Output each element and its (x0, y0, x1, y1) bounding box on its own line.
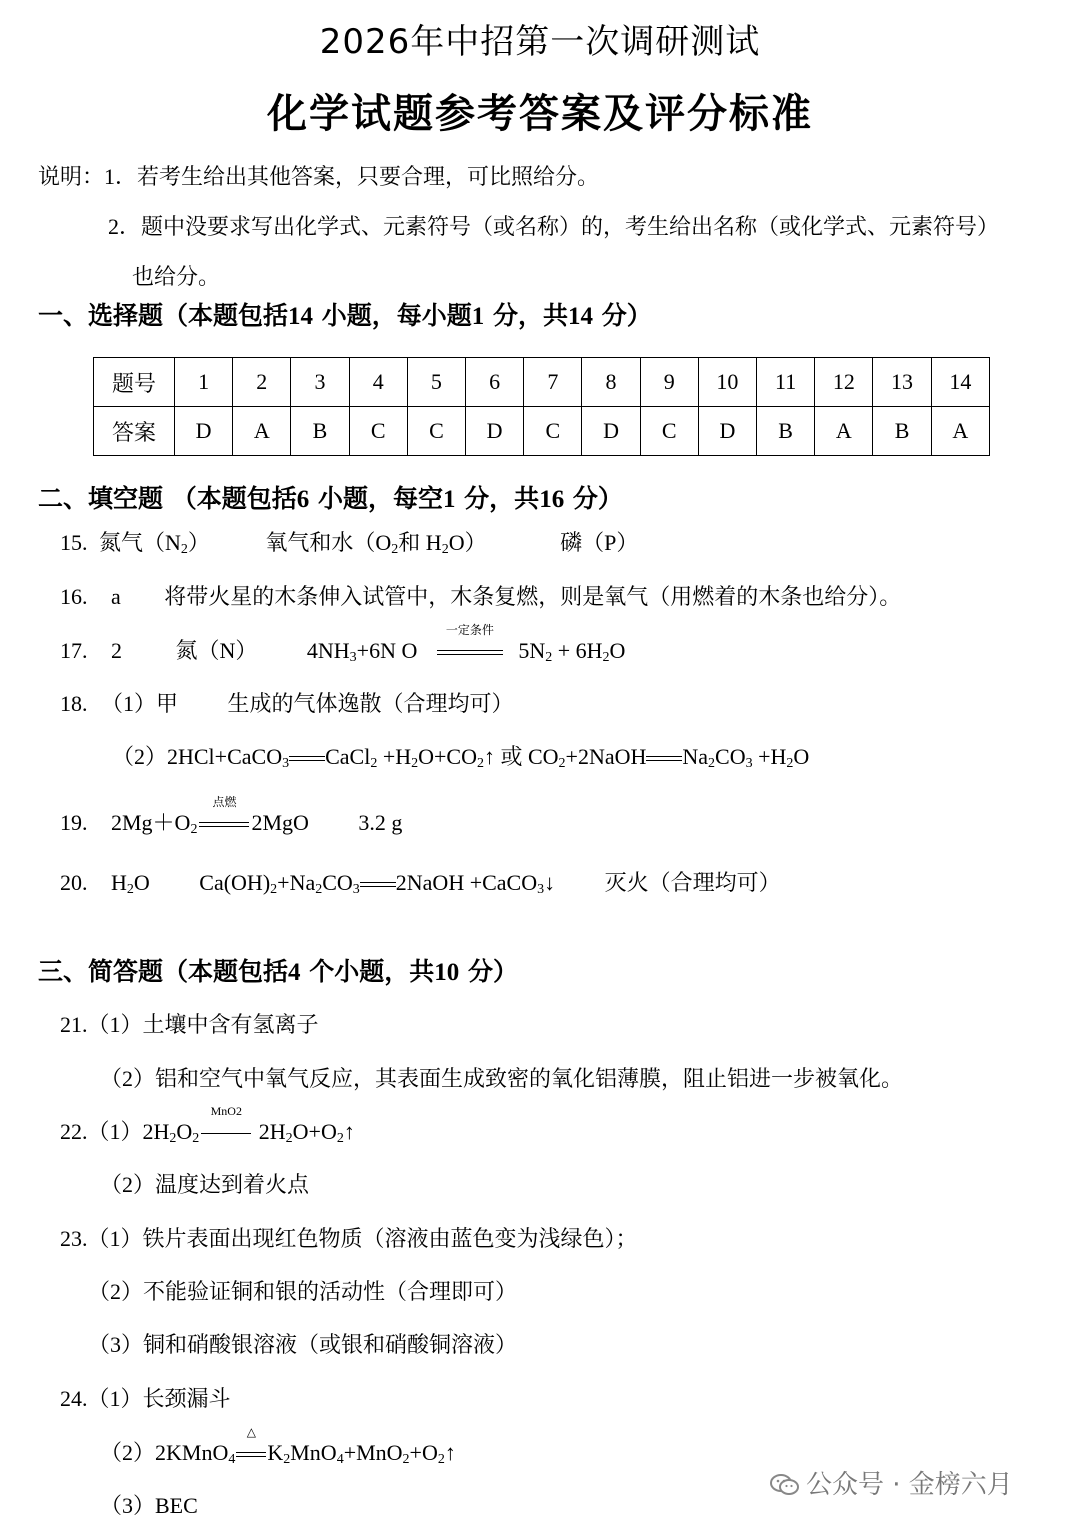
section-3-title: 三、简答题（本题包括4 个小题，共10 分） (38, 957, 518, 986)
wechat-icon (770, 1473, 800, 1497)
answer-23-2: （2）不能验证铜和银的活动性（合理即可） (88, 1279, 518, 1304)
section-1-title: 一、选择题（本题包括14 小题，每小题1 分，共14 分） (38, 301, 652, 330)
answer-18-2: （2）2HCl+CaCO$_3$ CaCl$_2$ $+H_2O+CO_2↑$ 或 $CO_2+2NaOH$ $Na_2CO_3 +H_2O$ (112, 744, 810, 771)
table-cell: 12 (815, 358, 873, 407)
page-subtitle: 化学试题参考答案及评分标准 (267, 91, 813, 137)
answer-24-1: 24.（1）长颈漏斗 (60, 1386, 231, 1411)
table-row-numbers (94, 358, 990, 407)
answer-22-1: $22.(1)2H_2O_2$ MnO2 $2H_2O+O_2↑$ (60, 1104, 355, 1146)
table-cell: A (931, 407, 989, 456)
answer-21-2: （2）铝和空气中氧气反应，其表面生成致密的氧化铝薄膜，阻止铝进一步被氧化。 (100, 1066, 904, 1091)
table-cell: C (407, 407, 465, 456)
table-row-answers (94, 407, 990, 456)
table-cell: B (757, 407, 815, 456)
table-cell: B (291, 407, 349, 456)
table-cell: C (640, 407, 698, 456)
table-cell: 4 (349, 358, 407, 407)
answer-18-1: 18. （1）甲 生成的气体逸散（合理均可） (60, 691, 514, 716)
answer-15: 15. 氮气$(N_2)$ 氧气和水（$O_2$和 $H_2O$） 磷（P） (60, 530, 639, 557)
answer-21-1: 21.（1）土壤中含有氢离子 (60, 1012, 319, 1037)
answer-24-2: （2）2KMnO$_4$ △ $K_2MnO_4+MnO_2+O_2↑$ (100, 1425, 456, 1467)
reaction-arrow: 点燃 (199, 810, 249, 836)
table-cell: 6 (466, 358, 524, 407)
answer-23-3: （3）铜和硝酸银溶液（或银和硝酸铜溶液） (88, 1332, 518, 1357)
reaction-arrow: △ (236, 1440, 266, 1466)
answer-17: 17. 2 氮（N） $4NH_3+6N$ O 一定条件 $5N_2 + 6H_2O$ (60, 623, 626, 665)
table-cell: D (698, 407, 756, 456)
table-cell: 10 (698, 358, 756, 407)
table-cell: 3 (291, 358, 349, 407)
table-cell: D (582, 407, 640, 456)
table-header-answer: 答案 (94, 407, 175, 456)
note-1: 说明：1．若考生给出其他答案，只要合理，可比照给分。 (38, 164, 600, 189)
note-2-cont: 也给分。 (132, 264, 221, 289)
answer-23-1: 23.（1）铁片表面出现红色物质（溶液由蓝色变为浅绿色）； (60, 1226, 638, 1251)
reaction-arrow: 一定条件 (437, 638, 503, 664)
note-2: 2．题中没要求写出化学式、元素符号（或名称）的，考生给出名称（或化学式、元素符号） (108, 214, 1000, 239)
table-cell: 11 (757, 358, 815, 407)
section-2-title: 二、填空题 （本题包括6 小题，每空1 分，共16 分） (38, 484, 623, 513)
answer-24-3: （3）BEC (100, 1493, 198, 1518)
reaction-arrow: MnO2 (201, 1119, 251, 1145)
table-cell: 8 (582, 358, 640, 407)
table-cell: D (466, 407, 524, 456)
table-cell: 13 (873, 358, 931, 407)
page-title: 2026年中招第一次调研测试 (319, 22, 761, 62)
table-cell: C (524, 407, 582, 456)
table-cell: 2 (233, 358, 291, 407)
table-cell: B (873, 407, 931, 456)
table-cell: C (349, 407, 407, 456)
table-cell: 9 (640, 358, 698, 407)
table-cell: 1 (175, 358, 233, 407)
table-header-number: 题号 (94, 358, 175, 407)
answer-20: 20. $H_2O$ $Ca(OH)_2+Na_2CO_3$ 2NaOH +CaCO$_3$↓ 灭火（合理均可） (60, 870, 781, 897)
answer-19: 19. $2Mg+O_2$ 点燃 2MgO 3.2 g (60, 795, 403, 837)
table-cell: 5 (407, 358, 465, 407)
table-cell: 14 (931, 358, 989, 407)
table-cell: D (175, 407, 233, 456)
table-cell: A (815, 407, 873, 456)
table-cell: 7 (524, 358, 582, 407)
watermark: 公众号 · 金榜六月 (770, 1464, 1013, 1501)
table-cell: A (233, 407, 291, 456)
answer-table (93, 357, 990, 456)
answer-22-2: （2）温度达到着火点 (100, 1172, 310, 1197)
answer-16: 16. a 将带火星的木条伸入试管中，木条复燃，则是氧气（用燃着的木条也给分）。 (60, 584, 902, 609)
